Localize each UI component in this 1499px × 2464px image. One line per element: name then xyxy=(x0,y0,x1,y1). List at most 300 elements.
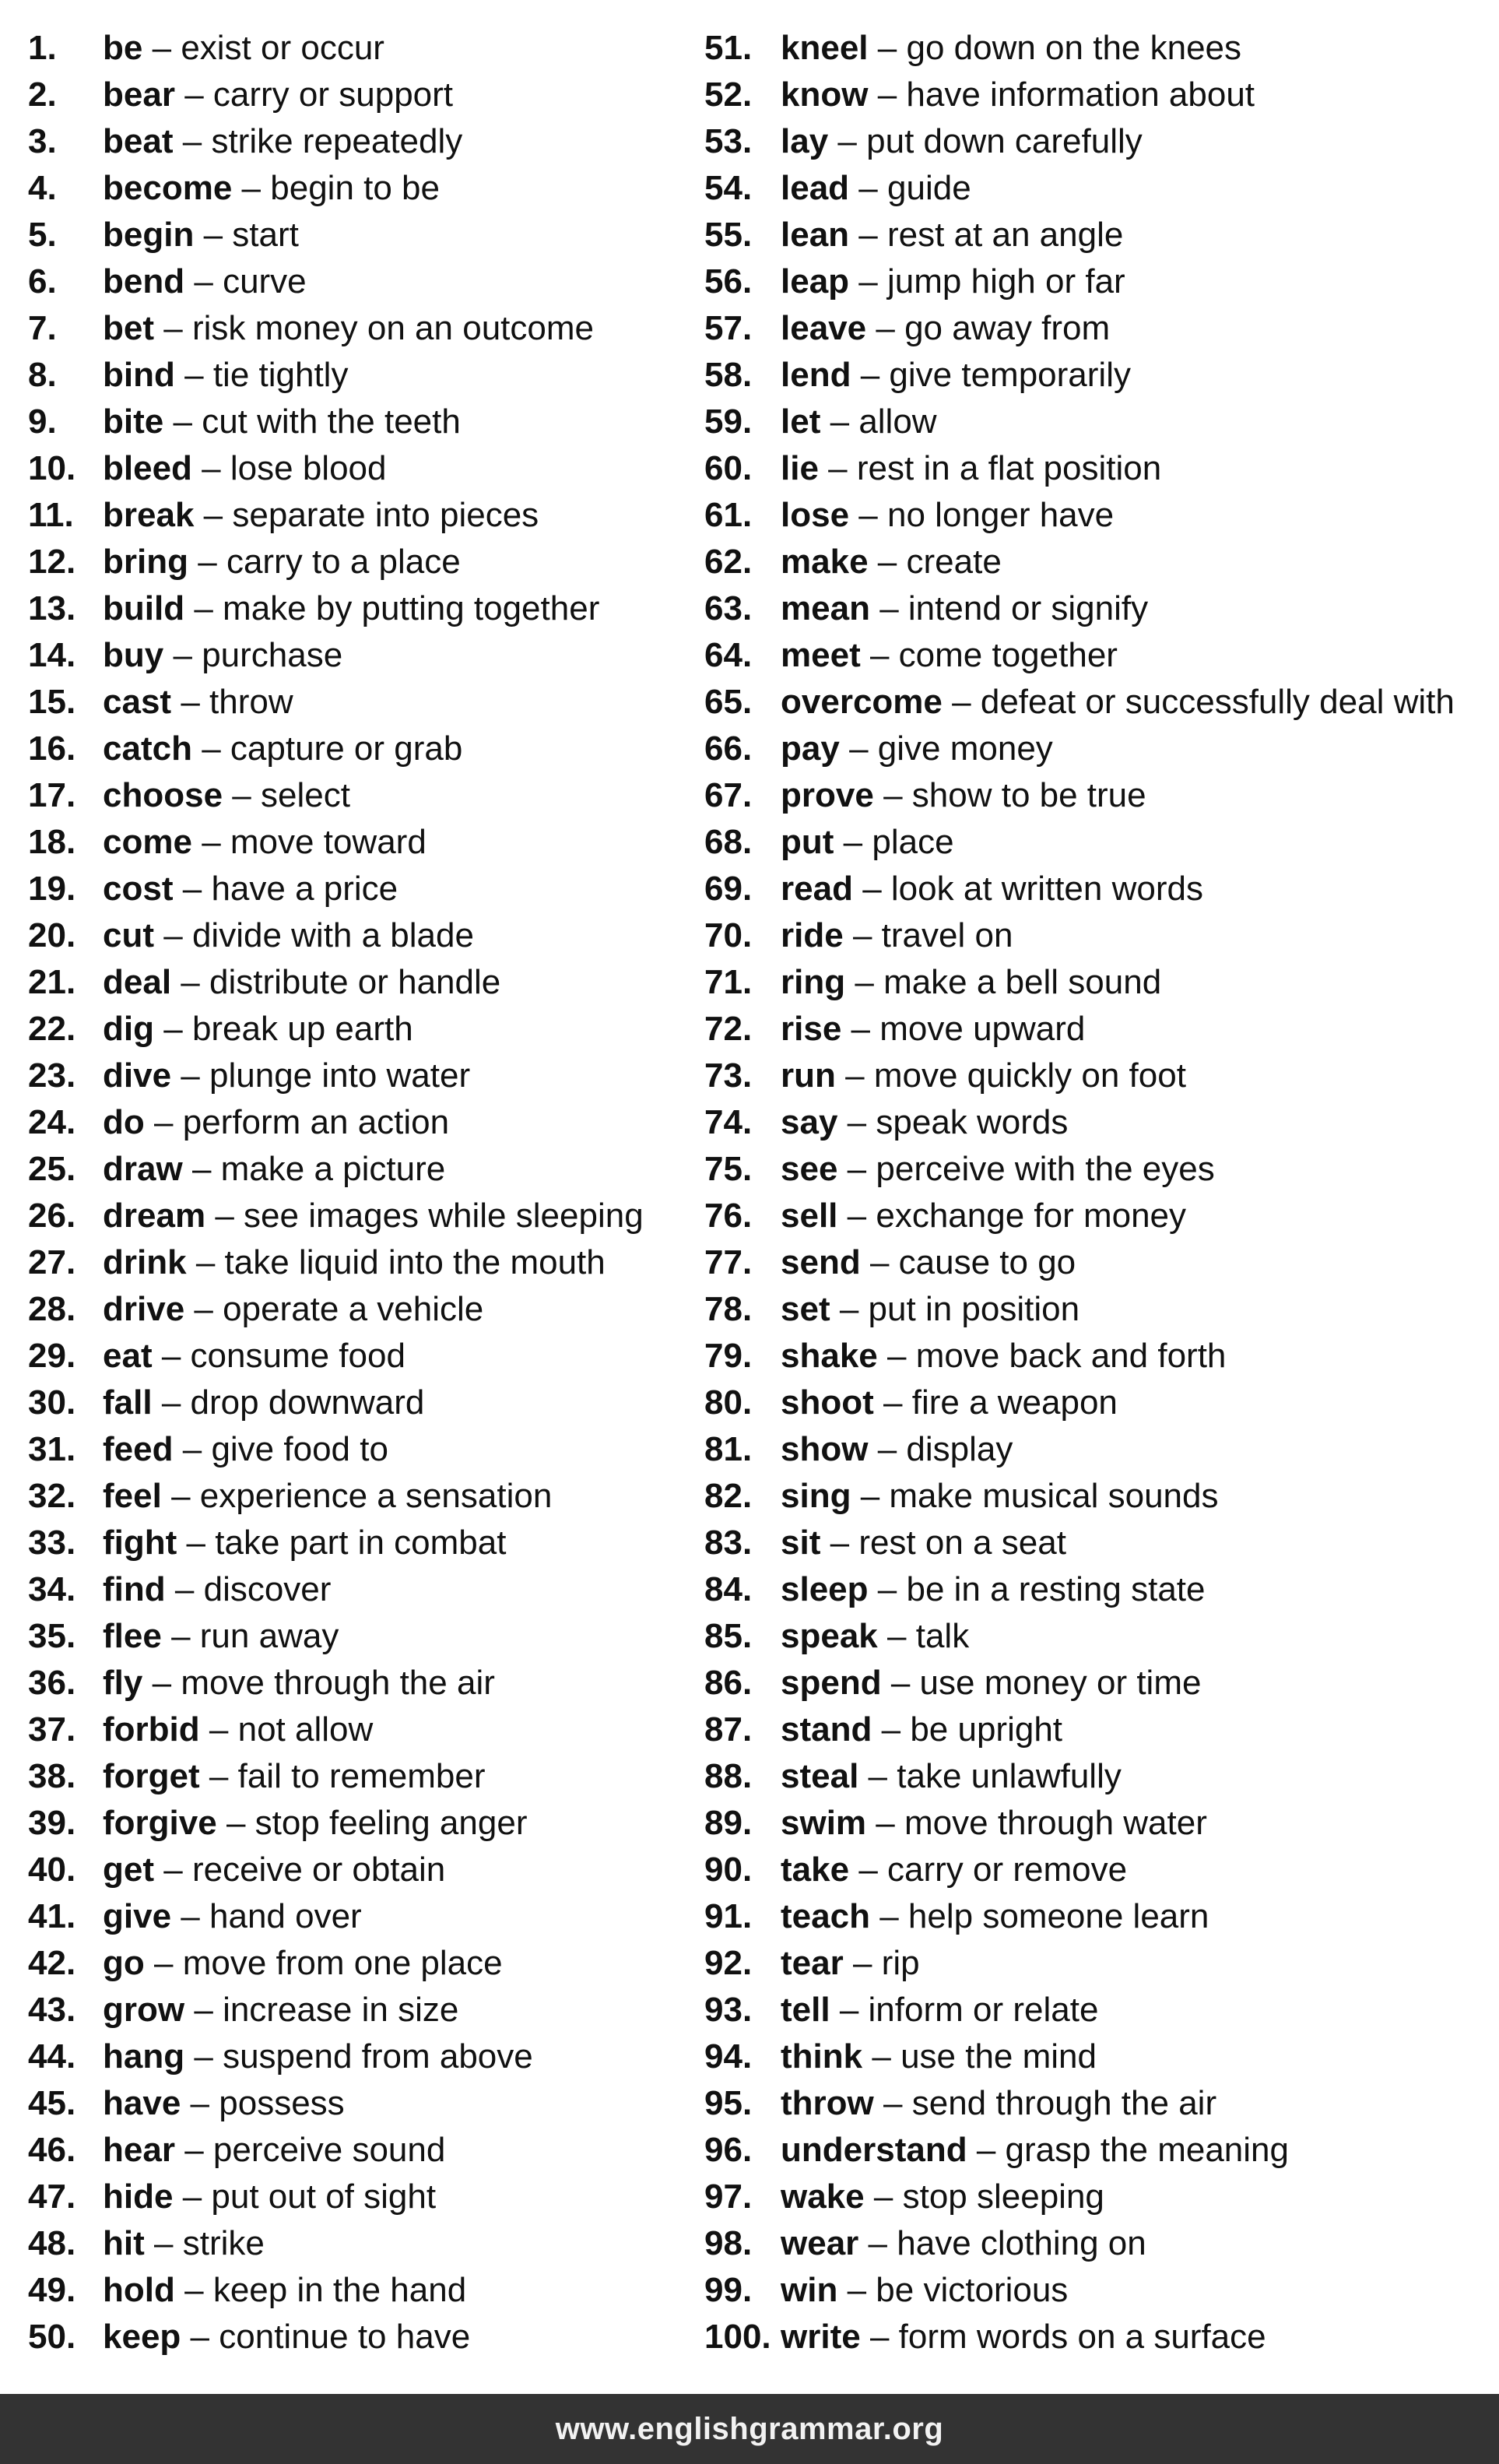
verb-list-item xyxy=(704,1987,1483,2033)
separator-dash: – xyxy=(858,496,878,534)
separator-dash: – xyxy=(845,1056,865,1095)
verb-definition: strike xyxy=(182,2224,265,2262)
verb-definition: form words on a surface xyxy=(898,2318,1266,2356)
item-number: 4. xyxy=(28,169,57,207)
verb-definition: grasp the meaning xyxy=(1005,2131,1289,2169)
verb-list-item xyxy=(704,1239,1483,1286)
verb-definition: move through the air xyxy=(181,1664,495,1702)
verb-word: let xyxy=(781,402,821,441)
item-number: 69. xyxy=(704,870,753,908)
verb-list-item xyxy=(28,2080,682,2127)
separator-dash: – xyxy=(182,122,202,160)
verb-word: forbid xyxy=(103,1710,200,1749)
separator-dash: – xyxy=(209,1757,229,1795)
verb-word: shoot xyxy=(781,1383,874,1422)
separator-dash: – xyxy=(849,729,869,768)
item-number: 73. xyxy=(704,1056,753,1095)
item-number: 98. xyxy=(704,2224,753,2262)
separator-dash: – xyxy=(194,1290,213,1328)
separator-dash: – xyxy=(190,2084,210,2122)
verb-word: tell xyxy=(781,1991,830,2029)
verb-definition: use money or time xyxy=(919,1664,1202,1702)
verb-word: find xyxy=(103,1570,166,1608)
item-number: 80. xyxy=(704,1383,753,1422)
item-number: 15. xyxy=(28,683,76,721)
verb-list-item xyxy=(704,1707,1483,1753)
verb-list-item xyxy=(704,585,1483,632)
verb-definition: use the mind xyxy=(900,2037,1097,2076)
verb-definition: continue to have xyxy=(219,2318,471,2356)
verb-list-item xyxy=(704,258,1483,305)
verb-definition: operate a vehicle xyxy=(223,1290,484,1328)
verb-list-item xyxy=(28,445,682,492)
verb-word: understand xyxy=(781,2131,967,2169)
separator-dash: – xyxy=(171,1477,191,1515)
verb-word: send xyxy=(781,1243,861,1281)
verb-word: pay xyxy=(781,729,840,768)
verb-definition: increase in size xyxy=(223,1991,459,2029)
verb-list-item xyxy=(704,25,1483,72)
verb-word: make xyxy=(781,543,869,581)
verb-definition: rest at an angle xyxy=(887,216,1124,254)
separator-dash: – xyxy=(154,1103,174,1141)
verb-list-item xyxy=(28,1987,682,2033)
verb-definition: start xyxy=(232,216,299,254)
verb-definition: capture or grab xyxy=(230,729,463,768)
item-number: 78. xyxy=(704,1290,753,1328)
verb-list-column-left xyxy=(28,25,682,2360)
separator-dash: – xyxy=(202,823,221,861)
item-number: 58. xyxy=(704,356,753,394)
verb-word: leave xyxy=(781,309,867,347)
verb-definition: stop sleeping xyxy=(902,2178,1104,2216)
verb-word: sell xyxy=(781,1197,838,1235)
verb-word: prove xyxy=(781,776,874,814)
item-number: 89. xyxy=(704,1804,753,1842)
separator-dash: – xyxy=(174,1570,195,1608)
separator-dash: – xyxy=(873,2178,893,2216)
verb-word: drive xyxy=(103,1290,185,1328)
verb-definition: allow xyxy=(858,402,937,441)
verb-list-item xyxy=(28,2127,682,2174)
verb-definition: show to be true xyxy=(911,776,1146,814)
item-number: 21. xyxy=(28,963,76,1001)
verb-definition: fire a weapon xyxy=(911,1383,1118,1422)
verb-word: build xyxy=(103,589,185,627)
verb-list-item xyxy=(28,72,682,118)
item-number: 44. xyxy=(28,2037,76,2076)
verb-word: lean xyxy=(781,216,850,254)
item-number: 84. xyxy=(704,1570,753,1608)
verb-list-item xyxy=(704,445,1483,492)
item-number: 62. xyxy=(704,543,753,581)
separator-dash: – xyxy=(182,1430,202,1468)
verb-definition: suspend from above xyxy=(223,2037,533,2076)
verb-word: lie xyxy=(781,449,819,487)
verb-list-item xyxy=(704,1006,1483,1053)
separator-dash: – xyxy=(202,449,221,487)
verb-definition: have information about xyxy=(906,76,1255,114)
verb-definition: make by putting together xyxy=(223,589,600,627)
verb-definition: be upright xyxy=(910,1710,1063,1749)
verb-word: steal xyxy=(781,1757,859,1795)
separator-dash: – xyxy=(198,543,217,581)
separator-dash: – xyxy=(161,1383,181,1422)
verb-word: see xyxy=(781,1150,838,1188)
item-number: 11. xyxy=(28,496,74,534)
separator-dash: – xyxy=(876,309,895,347)
verb-word: draw xyxy=(103,1150,183,1188)
separator-dash: – xyxy=(202,729,221,768)
verb-list-item xyxy=(704,866,1483,912)
verb-word: beat xyxy=(103,122,174,160)
item-number: 88. xyxy=(704,1757,753,1795)
separator-dash: – xyxy=(877,29,897,67)
item-number: 46. xyxy=(28,2131,76,2169)
verb-definition: throw xyxy=(209,683,293,721)
separator-dash: – xyxy=(828,449,848,487)
verb-word: run xyxy=(781,1056,836,1095)
verb-word: sit xyxy=(781,1524,821,1562)
verb-list-item xyxy=(704,1053,1483,1099)
verb-list-item xyxy=(28,1707,682,1753)
verb-word: sleep xyxy=(781,1570,869,1608)
separator-dash: – xyxy=(241,169,262,207)
item-number: 6. xyxy=(28,262,57,301)
item-number: 31. xyxy=(28,1430,76,1468)
verb-word: bite xyxy=(103,402,164,441)
verb-definition: place xyxy=(872,823,954,861)
verb-list-item xyxy=(28,1193,682,1239)
verb-list-item xyxy=(704,1847,1483,1893)
verb-word: teach xyxy=(781,1897,870,1935)
separator-dash: – xyxy=(868,2224,888,2262)
verb-word: write xyxy=(781,2318,861,2356)
separator-dash: – xyxy=(976,2131,996,2169)
item-number: 74. xyxy=(704,1103,753,1141)
verb-list-item xyxy=(28,1333,682,1380)
separator-dash: – xyxy=(952,683,971,721)
item-number: 19. xyxy=(28,870,76,908)
verb-word: dream xyxy=(103,1197,206,1235)
verb-word: begin xyxy=(103,216,195,254)
verb-list-item xyxy=(704,165,1483,212)
verb-definition: be in a resting state xyxy=(906,1570,1206,1608)
verb-definition: take unlawfully xyxy=(897,1757,1122,1795)
separator-dash: – xyxy=(887,1337,907,1375)
verb-word: choose xyxy=(103,776,223,814)
separator-dash: – xyxy=(184,76,204,114)
verb-word: feel xyxy=(103,1477,162,1515)
verb-definition: rest in a flat position xyxy=(856,449,1162,487)
verb-definition: move upward xyxy=(879,1010,1086,1048)
item-number: 86. xyxy=(704,1664,753,1702)
item-number: 29. xyxy=(28,1337,76,1375)
item-number: 100. xyxy=(704,2318,771,2356)
separator-dash: – xyxy=(860,1477,880,1515)
verb-definition: curve xyxy=(223,262,307,301)
separator-dash: – xyxy=(852,916,872,954)
verb-definition: move toward xyxy=(230,823,427,861)
verb-definition: cut with the teeth xyxy=(202,402,461,441)
verb-word: wear xyxy=(781,2224,859,2262)
verb-list-item xyxy=(704,912,1483,959)
verb-definition: move through water xyxy=(904,1804,1207,1842)
item-number: 53. xyxy=(704,122,753,160)
verb-word: sing xyxy=(781,1477,851,1515)
separator-dash: – xyxy=(194,2037,213,2076)
verb-list-item xyxy=(28,399,682,445)
separator-dash: – xyxy=(195,1243,216,1281)
verb-definition: speak words xyxy=(876,1103,1069,1141)
separator-dash: – xyxy=(163,1010,183,1048)
separator-dash: – xyxy=(209,1710,229,1749)
verb-list-item xyxy=(28,819,682,866)
verb-list-item xyxy=(704,1286,1483,1333)
verb-word: stand xyxy=(781,1710,872,1749)
item-number: 26. xyxy=(28,1197,76,1235)
item-number: 8. xyxy=(28,356,57,394)
verb-word: think xyxy=(781,2037,863,2076)
verb-word: go xyxy=(103,1944,145,1982)
item-number: 17. xyxy=(28,776,76,814)
verb-word: lend xyxy=(781,356,851,394)
verb-definition: stop feeling anger xyxy=(255,1804,528,1842)
verb-word: leap xyxy=(781,262,850,301)
item-number: 54. xyxy=(704,169,753,207)
verb-word: bear xyxy=(103,76,175,114)
separator-dash: – xyxy=(887,1617,907,1655)
verb-definition: consume food xyxy=(190,1337,405,1375)
separator-dash: – xyxy=(860,356,880,394)
verb-list-item xyxy=(28,772,682,819)
verb-word: cut xyxy=(103,916,154,954)
verb-definition: move back and forth xyxy=(915,1337,1227,1375)
verb-list-item xyxy=(704,1613,1483,1660)
verb-word: read xyxy=(781,870,853,908)
verb-list-item xyxy=(28,539,682,585)
verb-list-item xyxy=(28,2314,682,2360)
verb-list-item xyxy=(28,258,682,305)
verb-list-item xyxy=(704,1520,1483,1566)
verb-list-item xyxy=(28,212,682,258)
separator-dash: – xyxy=(847,1103,867,1141)
verb-word: cast xyxy=(103,683,172,721)
verb-list-item xyxy=(704,399,1483,445)
verb-list-item xyxy=(28,632,682,679)
verb-list-item xyxy=(704,118,1483,165)
verb-definition: travel on xyxy=(881,916,1013,954)
verb-list-item xyxy=(704,632,1483,679)
verb-definition: discover xyxy=(203,1570,332,1608)
verb-definition: rest on a seat xyxy=(858,1524,1066,1562)
verb-word: show xyxy=(781,1430,869,1468)
verb-definition: send through the air xyxy=(911,2084,1217,2122)
verb-definition: put in position xyxy=(868,1290,1080,1328)
verb-word: be xyxy=(103,29,143,67)
item-number: 36. xyxy=(28,1664,76,1702)
separator-dash: – xyxy=(163,309,183,347)
verb-definition: receive or obtain xyxy=(191,1851,446,1889)
item-number: 5. xyxy=(28,216,57,254)
separator-dash: – xyxy=(879,589,899,627)
verb-word: come xyxy=(103,823,192,861)
verb-list-item xyxy=(28,1893,682,1940)
item-number: 61. xyxy=(704,496,753,534)
verb-definition: select xyxy=(261,776,350,814)
verb-list-item xyxy=(704,1333,1483,1380)
verb-definition: lose blood xyxy=(230,449,387,487)
item-number: 63. xyxy=(704,589,753,627)
separator-dash: – xyxy=(851,1010,871,1048)
verb-definition: guide xyxy=(887,169,971,207)
item-number: 1. xyxy=(28,29,57,67)
separator-dash: – xyxy=(232,776,251,814)
verb-definition: go down on the knees xyxy=(906,29,1242,67)
separator-dash: – xyxy=(847,1150,867,1188)
separator-dash: – xyxy=(152,29,172,67)
verb-definition: possess xyxy=(219,2084,345,2122)
verb-word: hear xyxy=(103,2131,175,2169)
verb-word: wake xyxy=(781,2178,865,2216)
separator-dash: – xyxy=(186,1524,206,1562)
verb-list-item xyxy=(28,1940,682,1987)
separator-dash: – xyxy=(184,2271,204,2309)
item-number: 40. xyxy=(28,1851,76,1889)
verb-word: say xyxy=(781,1103,838,1141)
verb-word: win xyxy=(781,2271,838,2309)
verb-definition: plunge into water xyxy=(209,1056,471,1095)
verb-word: bind xyxy=(103,356,175,394)
separator-dash: – xyxy=(203,216,223,254)
item-number: 7. xyxy=(28,309,57,347)
separator-dash: – xyxy=(181,963,200,1001)
verb-definition: defeat or successfully deal with xyxy=(980,683,1455,721)
verb-word: keep xyxy=(103,2318,181,2356)
verb-definition: put down carefully xyxy=(866,122,1143,160)
verb-list-item xyxy=(704,1566,1483,1613)
verb-word: cost xyxy=(103,870,174,908)
verb-word: lead xyxy=(781,169,850,207)
verb-list-item xyxy=(28,726,682,772)
verb-list-item xyxy=(28,1426,682,1473)
separator-dash: – xyxy=(173,402,192,441)
separator-dash: – xyxy=(858,1851,878,1889)
separator-dash: – xyxy=(877,76,897,114)
verb-list-item xyxy=(28,305,682,352)
verb-word: have xyxy=(103,2084,181,2122)
item-number: 65. xyxy=(704,683,753,721)
verb-word: tear xyxy=(781,1944,844,1982)
separator-dash: – xyxy=(847,1197,867,1235)
verb-list-item xyxy=(704,679,1483,726)
verb-list-item xyxy=(704,212,1483,258)
separator-dash: – xyxy=(858,262,878,301)
separator-dash: – xyxy=(152,1664,172,1702)
verb-definition: make musical sounds xyxy=(889,1477,1219,1515)
verb-definition: carry to a place xyxy=(226,543,461,581)
item-number: 87. xyxy=(704,1710,753,1749)
separator-dash: – xyxy=(855,963,874,1001)
verb-word: hang xyxy=(103,2037,185,2076)
separator-dash: – xyxy=(190,2318,210,2356)
verb-word: fight xyxy=(103,1524,177,1562)
verb-list-item xyxy=(704,2220,1483,2267)
item-number: 9. xyxy=(28,402,57,441)
verb-list-item xyxy=(704,1193,1483,1239)
verb-list-item xyxy=(28,25,682,72)
verb-definition: distribute or handle xyxy=(209,963,501,1001)
item-number: 70. xyxy=(704,916,753,954)
item-number: 60. xyxy=(704,449,753,487)
verb-list-item xyxy=(28,585,682,632)
separator-dash: – xyxy=(215,1197,234,1235)
item-number: 48. xyxy=(28,2224,76,2262)
separator-dash: – xyxy=(877,543,897,581)
item-number: 67. xyxy=(704,776,753,814)
verb-definition: not allow xyxy=(237,1710,374,1749)
separator-dash: – xyxy=(879,1897,899,1935)
verb-word: hold xyxy=(103,2271,175,2309)
verb-list-item xyxy=(28,1146,682,1193)
item-number: 34. xyxy=(28,1570,76,1608)
verb-definition: divide with a blade xyxy=(191,916,474,954)
verb-list-item xyxy=(28,165,682,212)
verb-word: hit xyxy=(103,2224,145,2262)
verb-word: overcome xyxy=(781,683,943,721)
separator-dash: – xyxy=(837,122,857,160)
verb-list-item xyxy=(28,2220,682,2267)
verb-word: do xyxy=(103,1103,145,1141)
separator-dash: – xyxy=(181,683,200,721)
verb-definition: purchase xyxy=(202,636,343,674)
item-number: 28. xyxy=(28,1290,76,1328)
verb-list-item xyxy=(704,726,1483,772)
verb-list-item xyxy=(704,1660,1483,1707)
separator-dash: – xyxy=(872,2037,891,2076)
item-number: 22. xyxy=(28,1010,76,1048)
separator-dash: – xyxy=(830,402,850,441)
verb-list-item xyxy=(704,352,1483,399)
verb-word: take xyxy=(781,1851,850,1889)
separator-dash: – xyxy=(184,2131,204,2169)
verb-list-item xyxy=(704,539,1483,585)
separator-dash: – xyxy=(862,870,882,908)
verb-word: speak xyxy=(781,1617,878,1655)
separator-dash: – xyxy=(868,1757,888,1795)
verb-definition: hand over xyxy=(209,1897,362,1935)
item-number: 37. xyxy=(28,1710,76,1749)
verb-definition: have clothing on xyxy=(897,2224,1146,2262)
separator-dash: – xyxy=(847,2271,867,2309)
verb-list-item xyxy=(28,1380,682,1426)
verb-word: drink xyxy=(103,1243,187,1281)
item-number: 43. xyxy=(28,1991,76,2029)
separator-dash: – xyxy=(830,1524,850,1562)
verb-list-item xyxy=(704,1800,1483,1847)
verb-definition: keep in the hand xyxy=(212,2271,467,2309)
item-number: 76. xyxy=(704,1197,753,1235)
verb-word: throw xyxy=(781,2084,874,2122)
verb-list-item xyxy=(704,819,1483,866)
verb-list-item xyxy=(28,2267,682,2314)
verb-list-item xyxy=(28,866,682,912)
item-number: 57. xyxy=(704,309,753,347)
verb-list-item xyxy=(28,1753,682,1800)
verb-word: set xyxy=(781,1290,830,1328)
verb-list-item xyxy=(704,1473,1483,1520)
separator-dash: – xyxy=(154,1944,174,1982)
